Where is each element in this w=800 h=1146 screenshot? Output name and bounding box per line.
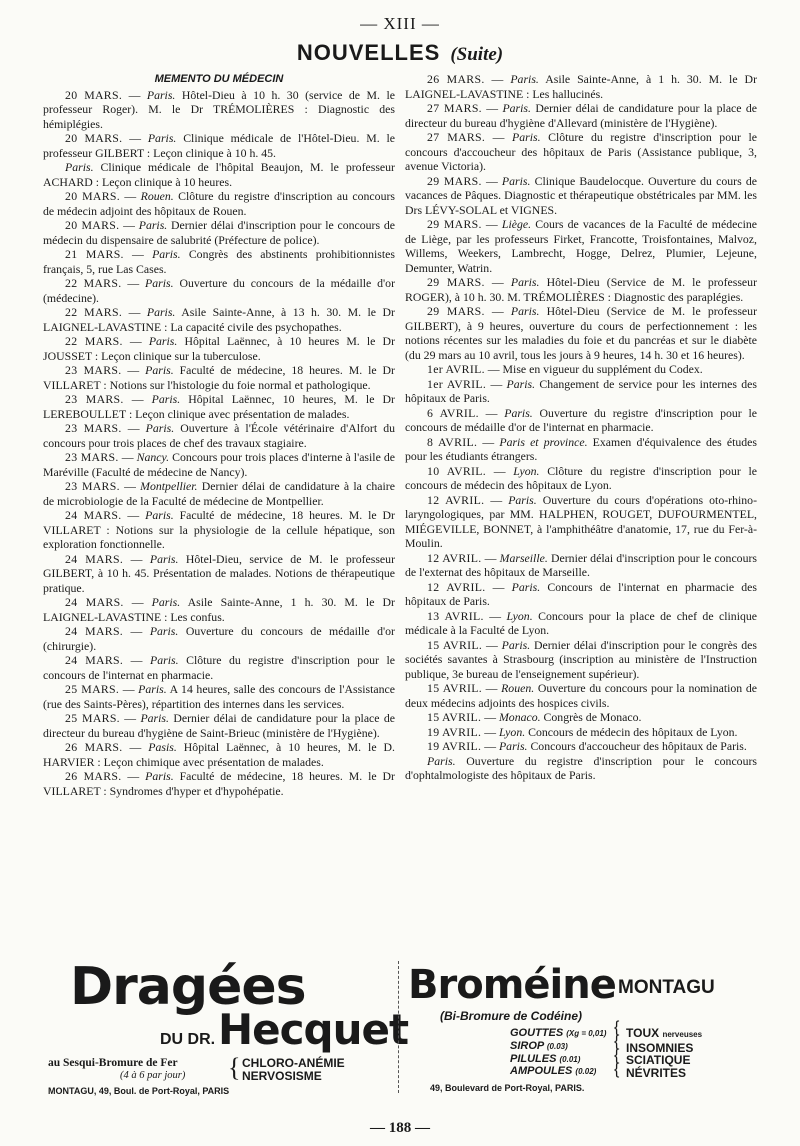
entry-date: 22 MARS. bbox=[65, 334, 123, 348]
left-column bbox=[43, 72, 395, 798]
entry-date: 24 MARS. bbox=[65, 508, 122, 522]
entry-text: Ouverture du registre d'inscription pour le concours d'ophtalmologiste des hôpitaux de Paris. bbox=[405, 753, 757, 782]
memento-entry: 23 MARS. — Nancy. Concours pour trois places d'interne à l'asile de Maréville (Faculté de médecine de Nancy). bbox=[43, 450, 396, 479]
entry-date: 23 MARS. bbox=[65, 479, 120, 493]
entry-text: Clôture du registre d'inscription pour le concours de médecin des hôpitaux de Lyon. bbox=[405, 463, 758, 492]
memento-entry: 29 MARS. — Liège. Cours de vacances de la Faculté de médecine de Liège, par les professeurs Firket, Francotte, Troisfontaines, Malvoz, Willems, Weekers, Lambrecht, Hogge, Delrez, Plumier, Lejeune, Demunter, Watrin. bbox=[405, 217, 758, 275]
memento-entry: 23 MARS. — Montpellier. Dernier délai de candidature à la chaire de microbiologie de la Faculté de médecine de Montpellier. bbox=[43, 479, 395, 508]
entry-city: Montpellier. bbox=[140, 479, 198, 493]
entry-city: Paris. bbox=[148, 334, 178, 348]
entry-city: Paris. bbox=[138, 218, 168, 232]
entry-text: Concours de l'internat en pharmacie des hôpitaux de Paris. bbox=[405, 579, 758, 608]
entry-city: Rouen. bbox=[501, 681, 535, 695]
memento-entry: 19 AVRIL. — Lyon. Concours de médecin des hôpitaux de Lyon. bbox=[427, 724, 738, 739]
memento-entry: 29 MARS. — Paris. Hôtel-Dieu (Service de M. le professeur ROGER), à 10 h. 30. M. TRÉMOLIÈRES : Diagnostic des paraplégies. bbox=[405, 275, 757, 304]
ad-divider bbox=[398, 961, 399, 1093]
memento-entry: 15 AVRIL. — Monaco. Congrès de Monaco. bbox=[427, 710, 642, 724]
memento-entry: 23 MARS. — Paris. Ouverture à l'École vétérinaire d'Alfort du concours pour trois places de chef des travaux stagiaire. bbox=[43, 421, 395, 450]
entry-text: Asile Sainte-Anne, à 1 h. 30. M. le Dr LAIGNEL-LAVASTINE : Les hallucinés. bbox=[405, 72, 757, 101]
entry-date: 23 MARS. bbox=[65, 421, 122, 435]
entry-text: Dernier délai d'inscription pour le concours de l'externat des hôpitaux de Marseille. bbox=[405, 550, 757, 579]
entry-text: Faculté de médecine, 18 heures. M. le Dr VILLARET : Syndromes d'hyper et d'hypohépatie. bbox=[43, 769, 395, 798]
entry-date: 25 MARS. bbox=[65, 711, 120, 725]
ad-indication: NERVOSISME bbox=[242, 1069, 322, 1083]
entry-text: Hôpital Laënnec, 10 heures, M. le Dr LEREBOULLET : Leçon clinique avec présentation de malades. bbox=[43, 392, 395, 421]
entry-date: 1er AVRIL. bbox=[427, 376, 487, 391]
entry-city: Paris. bbox=[140, 711, 169, 725]
entry-city: Paris. bbox=[498, 739, 528, 753]
entry-text: Dernier délai de candidature pour la place de directeur du bureau d'hygiène d'Allevard (ministère de l'Hygiène). bbox=[405, 101, 758, 130]
memento-entry: 29 MARS. — Paris. Clinique Baudelocque. Ouverture du cours de vacances de Pâques. Diagnostic et thérapeutique obstétricales par MM. les Drs LÉVY-SOLAL et VIGNES. bbox=[405, 173, 757, 217]
memento-entry: 1er AVRIL. — Mise en vigueur du supplément du Codex. bbox=[427, 362, 703, 376]
entry-date: 26 MARS. bbox=[427, 72, 485, 86]
ad-dragees-hecquet bbox=[40, 957, 409, 1099]
page-number: — 188 — bbox=[370, 1120, 430, 1136]
entry-date: 24 MARS. bbox=[65, 551, 124, 566]
entry-date: 22 MARS. bbox=[65, 305, 123, 319]
brace-icon: { bbox=[228, 1053, 241, 1082]
entry-date: 13 AVRIL. bbox=[427, 608, 484, 623]
entry-date: 15 AVRIL. bbox=[427, 710, 482, 724]
entry-date: 19 AVRIL. bbox=[427, 739, 482, 753]
entry-date: 23 MARS. bbox=[65, 450, 119, 464]
entry-city: Liège. bbox=[501, 217, 532, 231]
entry-text: A 14 heures, salle des concours de l'Assistance (rue des Saints-Pères), répartition des internes dans les services. bbox=[43, 682, 395, 711]
memento-entry bbox=[43, 160, 395, 189]
ad-form: SIROP (0.03) bbox=[510, 1040, 568, 1052]
entry-date: 29 MARS. bbox=[427, 217, 482, 231]
entry-text: Examen d'équivalence des études pour les étudiants étrangers. bbox=[405, 434, 757, 463]
entry-text: Dernier délai de candidature pour la place de directeur du bureau d'hygiène de Saint-Brieuc (ministère de l'Hygiène). bbox=[43, 711, 396, 740]
memento-entry: 20 MARS. — Paris. Hôtel-Dieu à 10 h. 30 (service de M. le professeur Roger). M. le Dr TRÉMOLIÈRES : Diagnostic des hémiplégies. bbox=[43, 87, 395, 131]
entry-text: Clinique médicale de l'Hôtel-Dieu. M. le professeur GILBERT : Leçon clinique à 10 h. 45. bbox=[43, 131, 395, 160]
entry-text: Hôtel-Dieu (Service de M. le professeur GILBERT), à 9 heures, ouverture du cours de perfectionnement : les notions récentes sur les maladies du foie et du pancréas et sur le diabète (du 29 mars au 10 avril, tous les jours à 9 heures, 14 h. 30 et 16 heures). bbox=[405, 304, 757, 362]
entry-city: Paris. bbox=[427, 753, 456, 768]
ad-forms bbox=[510, 1027, 606, 1066]
memento-entry: 15 AVRIL. — Rouen. Ouverture du concours pour la nomination de deux médecins adjoints des hospices civils. bbox=[405, 681, 757, 710]
ad-indication: TOUX nerveuses bbox=[626, 1026, 703, 1040]
ad-ampoules: AMPOULES (0.02) bbox=[510, 1065, 597, 1077]
memento-entry: 12 AVRIL. — Marseille. Dernier délai d'inscription pour le concours de l'externat des hôpitaux de Marseille. bbox=[405, 550, 757, 579]
entry-city: Paris. bbox=[146, 305, 176, 319]
entry-city: Marseille. bbox=[499, 550, 548, 565]
entry-text: Dernier délai d'inscription pour le congrès des sociétés savantes à Strasbourg (inscription au ministère de l'Instruction publique, 3e bureau de l'enseignement supérieur). bbox=[405, 637, 758, 681]
memento-entry: 25 MARS. — Paris. Dernier délai de candidature pour la place de directeur du bureau d'hygiène de Saint-Brieuc (ministère de l'Hygiène). bbox=[43, 711, 396, 740]
entry-date: 6 AVRIL. bbox=[427, 405, 479, 420]
entry-text: Ouverture du cours d'opérations oto-rhino-laryngologiques, par MM. HALPHEN, ROUGET, DUFOURMENTEL, MIÉGEVILLE, BONNET, à l'amphithéâtre d'anatomie, 17, rue du Fer-à-Moulin. bbox=[405, 492, 757, 550]
entry-city: Paris. bbox=[151, 392, 181, 406]
ad-indications bbox=[626, 1027, 702, 1079]
memento-entry: 24 MARS. — Paris. Clôture du registre d'inscription pour le concours de l'internat en pharmacie. bbox=[43, 653, 395, 682]
ad-indications bbox=[242, 1057, 345, 1083]
memento-entry: 10 AVRIL. — Lyon. Clôture du registre d'inscription pour le concours de médecin des hôpitaux de Lyon. bbox=[405, 463, 758, 492]
entry-text: Hôtel-Dieu, service de M. le professeur GILBERT, à 10 h. 45. Présentation de malades. Notions de thérapeutique pratique. bbox=[43, 551, 395, 595]
entry-city: Paris. bbox=[149, 624, 179, 638]
entry-text: Clôture du registre d'inscription au concours de médecin adjoint des hôpitaux de Rouen. bbox=[43, 189, 395, 218]
entry-date: 12 AVRIL. bbox=[427, 550, 482, 565]
ad-name-hecquet: Hecquet bbox=[218, 1005, 409, 1054]
ad-dose: (4 à 6 par jour) bbox=[120, 1070, 186, 1081]
entry-city: Rouen. bbox=[140, 189, 174, 203]
entry-text: Concours pour la place de chef de clinique médicale à la Faculté de Lyon. bbox=[405, 608, 758, 637]
memento-entry: 20 MARS. — Rouen. Clôture du registre d'inscription au concours de médecin adjoint des hôpitaux de Rouen. bbox=[43, 189, 395, 218]
title-suite: (Suite) bbox=[450, 44, 504, 65]
ad-indication: CHLORO-ANÉMIE bbox=[242, 1056, 345, 1070]
memento-entry: 24 MARS. — Paris. Ouverture du concours de médaille d'or (chirurgie). bbox=[43, 624, 395, 653]
entry-text: Ouverture du concours de la médaille d'or (médecine). bbox=[43, 276, 396, 305]
entry-text: Ouverture à l'École vétérinaire d'Alfort du concours pour trois places de chef des travaux stagiaire. bbox=[43, 421, 395, 450]
entry-text: Faculté de médecine, 18 heures. M. le Dr VILLARET : Notions sur la physiologie de la cellule hépatique, son exploration fonctionnelle. bbox=[43, 508, 395, 551]
entry-city: Paris. bbox=[504, 405, 533, 420]
memento-entry: 20 MARS. — Paris. Clinique médicale de l'Hôtel-Dieu. M. le professeur GILBERT : Leçon clinique à 10 h. 45. bbox=[43, 131, 395, 160]
entry-text: Mise en vigueur du supplément du Codex. bbox=[502, 362, 703, 376]
entry-city: Paris. bbox=[510, 72, 539, 86]
ad-indication: SCIATIQUE bbox=[626, 1053, 691, 1067]
memento-entry: 26 MARS. — Paris. Faculté de médecine, 18 heures. M. le Dr VILLARET : Syndromes d'hyper et d'hypohépatie. bbox=[43, 769, 395, 798]
entry-city: Paris. bbox=[150, 653, 179, 667]
entry-city: Nancy. bbox=[136, 450, 170, 464]
memento-entry: 12 AVRIL. — Paris. Concours de l'internat en pharmacie des hôpitaux de Paris. bbox=[405, 579, 758, 608]
memento-entry: 23 MARS. — Paris. Hôpital Laënnec, 10 heures, M. le Dr LEREBOULLET : Leçon clinique avec présentation de malades. bbox=[43, 392, 395, 421]
entry-city: Lyon. bbox=[498, 724, 526, 739]
ad-indication: INSOMNIES bbox=[626, 1040, 694, 1055]
entry-text: Cours de vacances de la Faculté de médecine de Liège, par les professeurs Firket, Francotte, Troisfontaines, Malvoz, Willems, Weekers, Lambrecht, Hogge, Delrez, Plumier, Lejeune, Demunter, Watrin. bbox=[405, 217, 758, 275]
ad-bromeine bbox=[406, 959, 760, 1099]
memento-entry: 20 MARS. — Paris. Dernier délai d'inscription pour le concours de médecin du dispensaire de salubrité (Préfecture de police). bbox=[43, 218, 395, 247]
entry-city: Paris. bbox=[512, 130, 541, 144]
memento-entry: 8 AVRIL. — Paris et province. Examen d'équivalence des études pour les étudiants étrangers. bbox=[405, 434, 757, 463]
entry-date: 12 AVRIL. bbox=[427, 492, 485, 507]
entry-city: Paris et province. bbox=[499, 434, 588, 449]
entry-city: Paris. bbox=[506, 376, 536, 391]
entry-city: Lyon. bbox=[513, 463, 540, 478]
entry-date: 1er AVRIL. bbox=[427, 362, 485, 376]
entry-date: 19 AVRIL. bbox=[427, 724, 482, 739]
memento-entry: 24 MARS. — Paris. Faculté de médecine, 18 heures. M. le Dr VILLARET : Notions sur la physiologie de la cellule hépatique, son exploration fonctionnelle. bbox=[43, 508, 395, 551]
ad-du-dr: DU DR. bbox=[160, 1031, 216, 1048]
memento-entry: 22 MARS. — Paris. Hôpital Laënnec, à 10 heures M. le Dr JOUSSET : Leçon clinique sur la tuberculose. bbox=[43, 334, 395, 363]
memento-entry: 22 MARS. — Paris. Asile Sainte-Anne, à 13 h. 30. M. le Dr LAIGNEL-LAVASTINE : La capacité civile des psychopathes. bbox=[43, 305, 395, 334]
memento-entry: 22 MARS. — Paris. Ouverture du concours de la médaille d'or (médecine). bbox=[43, 276, 396, 305]
ad-subtitle: (Bi-Bromure de Codéine) bbox=[440, 1009, 583, 1023]
entry-date: 27 MARS. bbox=[427, 101, 482, 115]
memento-entry: 1er AVRIL. — Paris. Changement de service pour les internes des hôpitaux de Paris. bbox=[405, 376, 758, 405]
entry-date: 20 MARS. bbox=[65, 87, 123, 102]
entry-city: Paris. bbox=[510, 304, 540, 318]
entry-text: Concours de médecin des hôpitaux de Lyon. bbox=[528, 724, 738, 739]
ad-form: PILULES (0.01) bbox=[510, 1053, 581, 1065]
memento-entry: 27 MARS. — Paris. Clôture du registre d'inscription pour le concours d'accoucheur des hôpitaux de Paris (Assistance publique, 3, avenue Victoria). bbox=[405, 130, 757, 173]
entry-date: 12 AVRIL. bbox=[427, 579, 486, 594]
entry-city: Monaco. bbox=[498, 710, 541, 724]
right-column bbox=[405, 72, 757, 783]
entry-city: Paris. bbox=[146, 87, 176, 102]
entry-city: Paris. bbox=[145, 363, 174, 377]
entry-text: Clinique Baudelocque. Ouverture du cours de vacances de Pâques. Diagnostic et thérapeutique obstétricales par MM. les Drs LÉVY-SOLAL et VIGNES. bbox=[405, 173, 757, 217]
right-entries bbox=[405, 72, 757, 783]
page-roman-number: — XIII — bbox=[360, 14, 440, 33]
memento-entry: 25 MARS. — Paris. A 14 heures, salle des concours de l'Assistance (rue des Saints-Pères), répartition des internes dans les services. bbox=[43, 682, 395, 711]
entry-text: Congrès des abstinents prohibitionnistes français, 5, rue Las Cases. bbox=[43, 247, 396, 276]
entry-date: 21 MARS. bbox=[65, 247, 124, 261]
memento-entry: 27 MARS. — Paris. Dernier délai de candidature pour la place de directeur du bureau d'hygiène d'Allevard (ministère de l'Hygiène). bbox=[405, 101, 758, 130]
entry-text: Clinique médicale de l'hôpital Beaujon, M. le professeur ACHARD : Leçon clinique à 10 heures. bbox=[43, 160, 395, 189]
entry-text: Hôtel-Dieu à 10 h. 30 (service de M. le professeur Roger). M. le Dr TRÉMOLIÈRES : Diagnostic des hémiplégies. bbox=[43, 87, 395, 131]
entry-city: Paris. bbox=[511, 579, 541, 594]
entry-city: Paris. bbox=[151, 595, 181, 609]
title-main: NOUVELLES bbox=[296, 40, 441, 65]
entry-text: Clôture du registre d'inscription pour le concours d'accoucheur des hôpitaux de Paris (Assistance publique, 3, avenue Victoria). bbox=[405, 130, 757, 173]
entry-date: 23 MARS. bbox=[65, 363, 122, 377]
section-title bbox=[0, 40, 800, 66]
left-entries bbox=[43, 88, 395, 799]
entry-date: 10 AVRIL. bbox=[427, 463, 487, 478]
entry-text: Concours d'accoucheur des hôpitaux de Paris. bbox=[530, 739, 747, 753]
entry-city: Paris. bbox=[149, 551, 179, 566]
ad-sesqui: au Sesqui-Bromure de Fer bbox=[48, 1057, 178, 1069]
entry-city: Lyon. bbox=[506, 608, 533, 623]
memento-entry bbox=[405, 754, 757, 783]
entry-city: Paris. bbox=[502, 101, 531, 115]
memento-entry: 24 MARS. — Paris. Hôtel-Dieu, service de M. le professeur GILBERT, à 10 h. 45. Présentation de malades. Notions de thérapeutique pratique. bbox=[43, 551, 395, 595]
entry-text: Asile Sainte-Anne, à 13 h. 30. M. le Dr LAIGNEL-LAVASTINE : La capacité civile des psychopathes. bbox=[43, 305, 395, 334]
entry-date: 20 MARS. bbox=[65, 218, 120, 232]
brace-icon: { { { { bbox=[614, 1019, 620, 1078]
entry-date: 20 MARS. bbox=[65, 189, 120, 203]
entry-city: Paris. bbox=[145, 508, 174, 522]
advertisements bbox=[40, 959, 760, 1099]
entry-date: 15 AVRIL. bbox=[427, 681, 482, 695]
memento-entry: 29 MARS. — Paris. Hôtel-Dieu (Service de M. le professeur GILBERT), à 9 heures, ouverture du cours de perfectionnement : les notions récentes sur les maladies du foie et du pancréas et sur le diabète (du 29 mars au 10 avril, tous les jours à 9 heures, 14 h. 30 et 16 heures). bbox=[405, 304, 757, 362]
entry-text: Hôtel-Dieu (Service de M. le professeur ROGER), à 10 h. 30. M. TRÉMOLIÈRES : Diagnostic des paraplégies. bbox=[405, 275, 757, 304]
entry-text: Ouverture du concours pour la nomination de deux médecins adjoints des hospices civils. bbox=[405, 681, 757, 710]
entry-date: 8 AVRIL. bbox=[427, 434, 478, 449]
ad-brand-dragees: Dragées bbox=[70, 957, 306, 1017]
entry-text: Changement de service pour les internes des hôpitaux de Paris. bbox=[405, 376, 758, 405]
entry-text: Hôpital Laënnec, à 10 heures, M. le D. HARVIER : Leçon chimique avec présentation de malades. bbox=[43, 740, 395, 769]
entry-city: Paris. bbox=[138, 682, 167, 696]
entry-date: 24 MARS. bbox=[65, 653, 124, 667]
entry-text: Faculté de médecine, 18 heures. M. le Dr VILLARET : Notions sur l'histologie du foie normal et pathologique. bbox=[43, 363, 395, 392]
entry-date: 29 MARS. bbox=[427, 304, 485, 318]
entry-city: Paris. bbox=[145, 421, 175, 435]
ad-indication: NÉVRITES bbox=[626, 1065, 687, 1080]
entry-date: 24 MARS. bbox=[65, 595, 124, 609]
entry-date: 23 MARS. bbox=[65, 392, 124, 406]
memento-entry: 26 MARS. — Pasis. Hôpital Laënnec, à 10 heures, M. le D. HARVIER : Leçon chimique avec présentation de malades. bbox=[43, 740, 395, 769]
memento-entry: 13 AVRIL. — Lyon. Concours pour la place de chef de clinique médicale à la Faculté de Lyon. bbox=[405, 608, 758, 637]
ad-maker: MONTAGU bbox=[618, 977, 715, 998]
entry-date: 20 MARS. bbox=[65, 131, 123, 145]
entry-city: Paris. bbox=[147, 131, 177, 145]
entry-city: Paris. bbox=[145, 769, 174, 783]
entry-city: Paris. bbox=[65, 160, 94, 174]
entry-city: Paris. bbox=[501, 173, 531, 188]
entry-date: 29 MARS. bbox=[427, 275, 485, 289]
ad-form: GOUTTES (Xg = 0,01) bbox=[510, 1027, 607, 1039]
entry-city: Paris. bbox=[510, 275, 540, 289]
memento-entry: 15 AVRIL. — Paris. Dernier délai d'inscription pour le congrès des sociétés savantes à Strasbourg (inscription au ministère de l'Instruction publique, 3e bureau de l'enseignement supérieur). bbox=[405, 637, 758, 681]
entry-text: Clôture du registre d'inscription pour le concours de l'internat en pharmacie. bbox=[43, 653, 395, 682]
ad-brand-bromeine: Broméine bbox=[408, 962, 616, 1008]
entry-city: Paris. bbox=[508, 492, 537, 507]
memento-entry: 6 AVRIL. — Paris. Ouverture du registre d'inscription pour le concours de médaille d'or de l'internat en pharmacie. bbox=[405, 405, 757, 434]
entry-text: Ouverture du registre d'inscription pour le concours de médaille d'or de l'internat en pharmacie. bbox=[405, 405, 757, 434]
entry-date: 22 MARS. bbox=[65, 276, 122, 290]
memento-entry: 12 AVRIL. — Paris. Ouverture du cours d'opérations oto-rhino-laryngologiques, par MM. HALPHEN, ROUGET, DUFOURMENTEL, MIÉGEVILLE, BONNET, à l'amphithéâtre d'anatomie, 17, rue du Fer-à-Moulin. bbox=[405, 492, 757, 550]
entry-text: Asile Sainte-Anne, 1 h. 30. M. le Dr LAIGNEL-LAVASTINE : Les confus. bbox=[43, 595, 395, 624]
memento-entry: 23 MARS. — Paris. Faculté de médecine, 18 heures. M. le Dr VILLARET : Notions sur l'histologie du foie normal et pathologique. bbox=[43, 363, 395, 392]
entry-date: 25 MARS. bbox=[65, 682, 120, 696]
entry-city: Paris. bbox=[152, 247, 181, 261]
ad-address: MONTAGU, 49, Boul. de Port-Royal, PARIS bbox=[48, 1086, 230, 1096]
ad-address: 49, Boulevard de Port-Royal, PARIS. bbox=[430, 1083, 585, 1093]
memento-heading: MEMENTO DU MÉDECIN bbox=[154, 73, 284, 85]
entry-date: 29 MARS. bbox=[427, 173, 482, 188]
entry-date: 26 MARS. bbox=[65, 740, 123, 754]
entry-text: Dernier délai de candidature à la chaire de microbiologie de la Faculté de médecine de Montpellier. bbox=[43, 479, 395, 508]
entry-text: Ouverture du concours de médaille d'or (chirurgie). bbox=[43, 624, 395, 653]
entry-date: 24 MARS. bbox=[65, 624, 124, 638]
entry-city: Paris. bbox=[501, 637, 531, 652]
entry-text: Dernier délai d'inscription pour le concours de médecin du dispensaire de salubrité (Préfecture de police). bbox=[43, 218, 395, 247]
memento-entry: 21 MARS. — Paris. Congrès des abstinents prohibitionnistes français, 5, rue Las Cases. bbox=[43, 247, 396, 276]
entry-text: Congrès de Monaco. bbox=[543, 710, 642, 724]
entry-city: Pasis. bbox=[148, 740, 177, 754]
memento-entry: 26 MARS. — Paris. Asile Sainte-Anne, à 1 h. 30. M. le Dr LAIGNEL-LAVASTINE : Les hallucinés. bbox=[405, 72, 757, 101]
memento-entry: 19 AVRIL. — Paris. Concours d'accoucheur des hôpitaux de Paris. bbox=[427, 739, 747, 753]
entry-text: Concours pour trois places d'interne à l'asile de Maréville (Faculté de médecine de Nancy). bbox=[43, 450, 396, 479]
entry-text: Hôpital Laënnec, à 10 heures M. le Dr JOUSSET : Leçon clinique sur la tuberculose. bbox=[43, 334, 395, 363]
entry-city: Paris. bbox=[145, 276, 174, 290]
memento-entry: 24 MARS. — Paris. Asile Sainte-Anne, 1 h. 30. M. le Dr LAIGNEL-LAVASTINE : Les confus. bbox=[43, 595, 395, 624]
entry-date: 15 AVRIL. bbox=[427, 637, 483, 652]
entry-date: 27 MARS. bbox=[427, 130, 486, 144]
entry-date: 26 MARS. bbox=[65, 769, 122, 783]
